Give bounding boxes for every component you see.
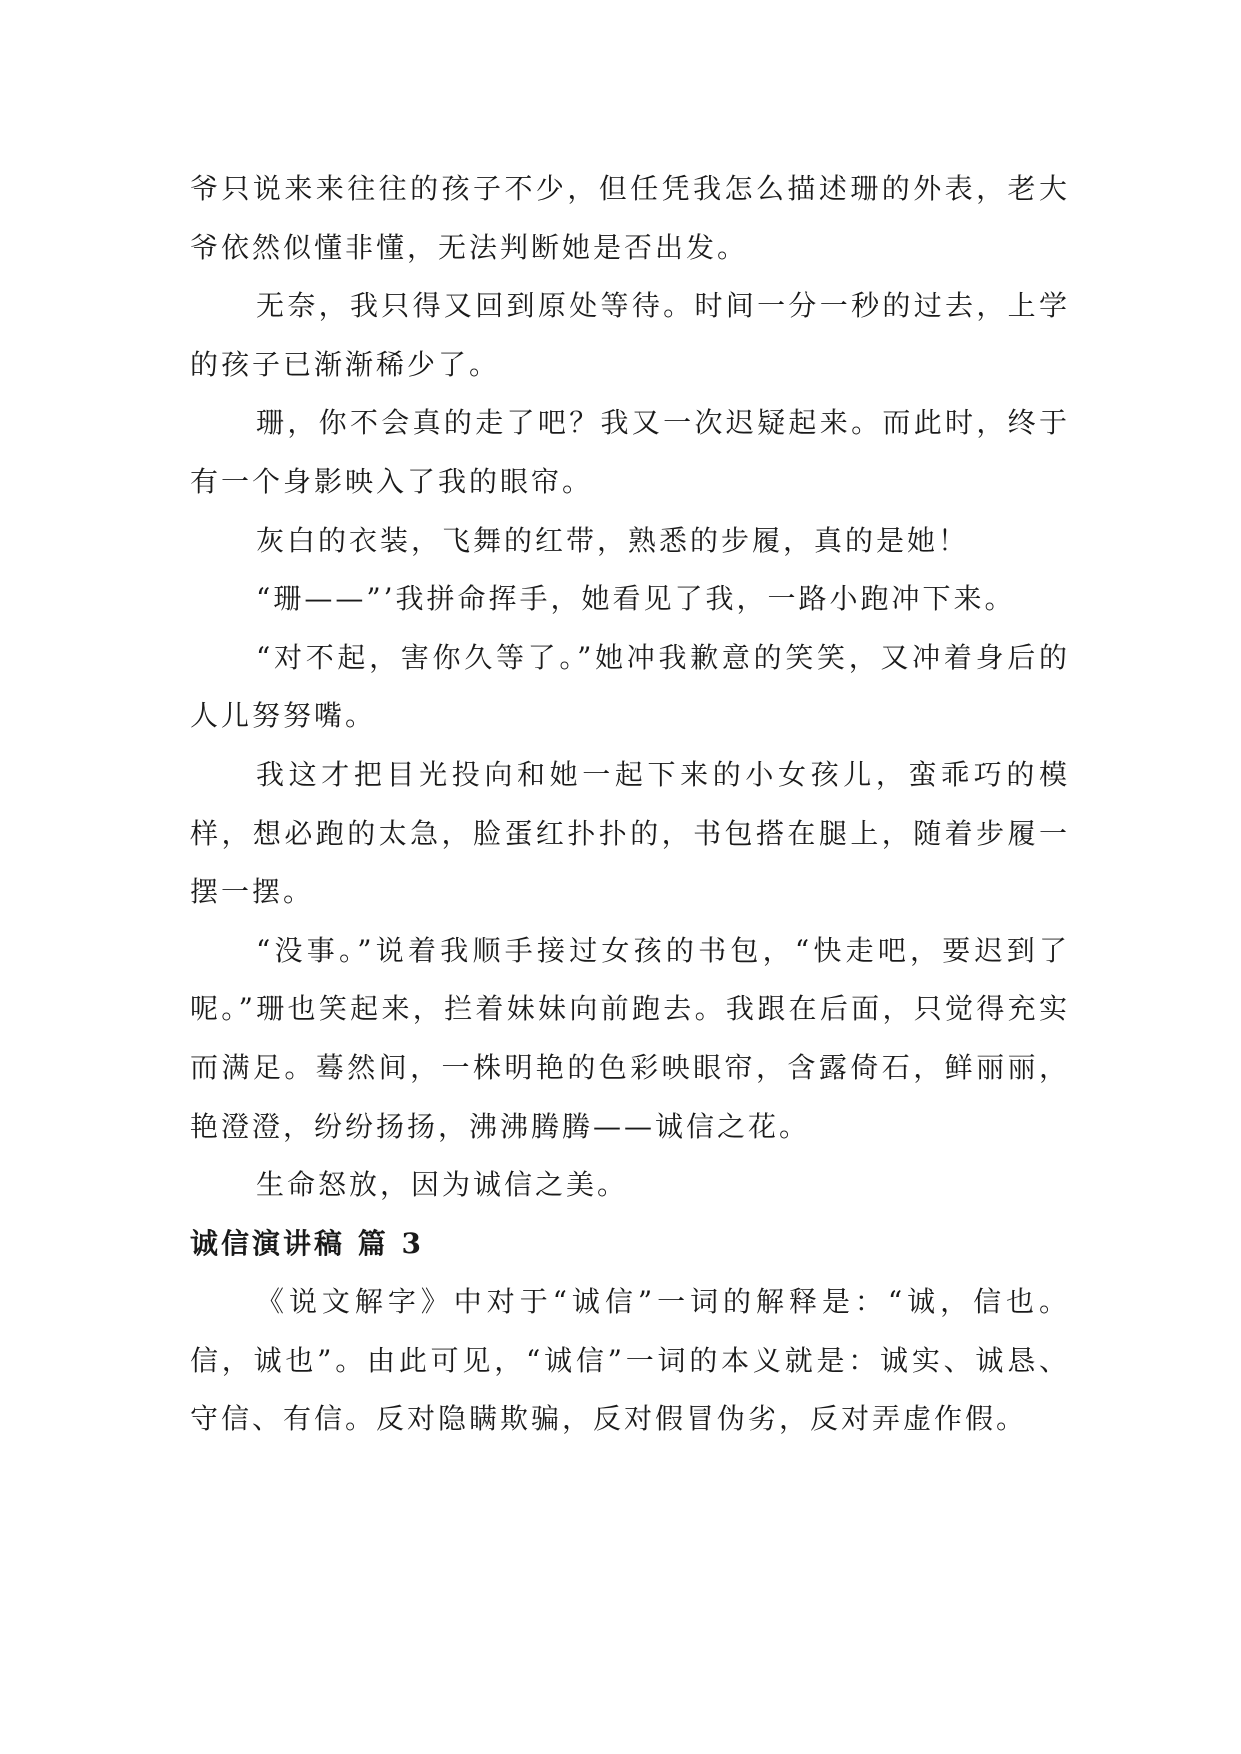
section-title: 诚信演讲稿 篇 3 [190, 1226, 424, 1260]
document-page [190, 160, 1070, 1449]
paragraph: 生命怒放，因为诚信之美。 [256, 1168, 629, 1202]
paragraph: 无奈，我只得又回到原处等待。时间一分一秒的过去，上学的孩子已渐渐稀少了。 [190, 289, 1070, 381]
paragraph: 珊，你不会真的走了吧？我又一次迟疑起来。而此时，终于有一个身影映入了我的眼帘。 [190, 406, 1070, 498]
paragraph: “没事。”说着我顺手接过女孩的书包，“快走吧，要迟到了呢。”珊也笑起来，拦着妹妹向前跑去。我跟在后面，只觉得充实而满足。蓦然间，一株明艳的色彩映眼帘，含露倚石，鲜丽丽，艳澄澄，纷纷扬扬，沸沸腾腾——诚信之花。 [190, 933, 1070, 1143]
paragraph: 爷只说来来往往的孩子不少，但任凭我怎么描述珊的外表，老大爷依然似懂非懂，无法判断她是否出发。 [190, 172, 1070, 264]
paragraph: “对不起，害你久等了。”她冲我歉意的笑笑，又冲着身后的人儿努努嘴。 [190, 640, 1070, 733]
paragraph: 我这才把目光投向和她一起下来的小女孩儿，蛮乖巧的模样，想必跑的太急，脸蛋红扑扑的，书包搭在腿上，随着步履一摆一摆。 [190, 757, 1070, 909]
paragraph: “珊——”’我拼命挥手，她看见了我，一路小跑冲下来。 [256, 582, 1016, 616]
paragraph: 《说文解字》中对于“诚信”一词的解释是：“诚，信也。信，诚也”。由此可见，“诚信”一词的本义就是：诚实、诚恳、守信、有信。反对隐瞒欺骗，反对假冒伪劣，反对弄虚作假。 [190, 1285, 1070, 1436]
paragraph: 灰白的衣装，飞舞的红带，熟悉的步履，真的是她！ [256, 523, 970, 557]
